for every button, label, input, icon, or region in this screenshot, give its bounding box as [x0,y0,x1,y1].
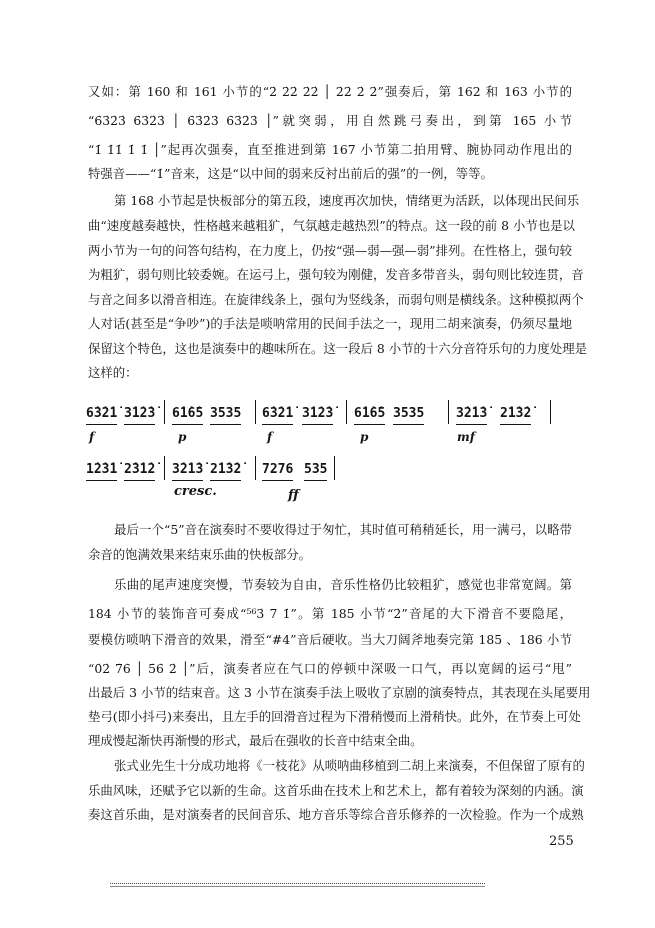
notation-group: 3535 [210,404,241,425]
notation-group: 2̇1̇3̇2̇ [500,404,531,425]
bar-line [346,400,347,424]
bar-line [255,400,256,424]
text-line: “6̇3̇2̇3̇ 6̇3̇2̇3̇ │ 6̇3̇2̇3̇ 6̇3̇2̇3̇ │”就突弱，用自然跳弓奏出，到第 165 小节 [88,113,572,128]
text-line: “0̇2̇ 7̇6̇ │ 5̇6̇ 2̇ │”后，演奏者应在气口的停顿中深吸一口气，再以宽阔的运弓“甩” [88,661,572,676]
dynamic-mark: f [267,430,273,444]
notation-group: 6̇3̇2̇1̇ [86,404,117,425]
notation-group: 2̇3̇1̇2̇ [124,460,155,481]
crescendo-mark: cresc. [174,484,217,499]
dynamic-mark: f [89,430,95,444]
notation-group: 1̇2̇3̇1̇ [86,460,117,481]
notation-group: 6̇3̇2̇1̇ [262,404,293,425]
text-line: 理成慢起渐快再渐慢的形式，最后在强收的长音中结束全曲。 [88,733,423,748]
text-line: 为粗犷，弱句则比较委婉。在运弓上，强句较为刚健，发音多带音头，弱句则比较连贯，音 [88,267,584,282]
text-line: 又如：第 160 和 161 小节的“2̇ 2̇2̇ 2̇2̇ │ 2̇2̇ 2̇ 2̇”强奏后，第 162 和 163 小节的 [88,84,572,99]
page-number: 255 [549,834,574,849]
page-footer-rule [110,886,485,887]
text-line: 乐曲风味，还赋予它以新的生命。这首乐曲在技术上和艺术上，都有着较为深刻的内涵。演 [88,783,584,798]
notation-group: 3̇1̇2̇3̇ [302,404,333,425]
dynamic-mark: p [360,430,369,444]
dynamic-mark: ff [288,488,299,503]
notation-group: 6̇1̇6̇5 [172,404,203,425]
bar-line [550,400,551,424]
page-footer-rule [110,883,485,884]
notation-group: 3̇2̇1̇3̇ [172,460,203,481]
text-line: 两小节为一句的问答句结构，在力度上，仍按“强—弱—强—弱”排列。在性格上，强句较 [88,243,572,258]
notation-group: 535 [304,460,327,481]
text-line: 特强音——“1̇”音来，这是“以中间的弱来反衬出前后的强”的一例，等等。 [88,166,493,181]
text-line: 出最后 3 小节的结束音。这 3 小节在演奏手法上吸收了京剧的演奏特点，其表现在头尾要用 [88,685,591,700]
dynamic-mark: mf [457,430,475,444]
text-line: “1̇ 1̇1̇ 1̇ 1̇ │”起再次强奏，直至推进到第 167 小节第二拍用臂、腕协同动作甩出的 [88,142,572,157]
notation-group: 6̇1̇6̇5 [354,404,385,425]
text-line: 曲“速度越奏越快，性格越来越粗犷，气氛越走越热烈”的特点。这一段的前 8 小节也是以 [88,218,575,233]
text-line: 人对话(甚至是“争吵”)的手法是唢呐常用的民间手法之一，现用二胡来演奏，仍须尽量地 [88,316,572,331]
text-line: 乐曲的尾声速度突慢，节奏较为自由，音乐性格仍比较粗犷，感觉也非常宽阔。第 [114,577,572,592]
text-line: 奏这首乐曲，是对演奏者的民间音乐、地方音乐等综合音乐修养的一次检验。作为一个成熟 [88,807,584,822]
dynamic-mark: p [178,430,187,444]
text-line: 最后一个“5”音在演奏时不要收得过于匆忙，其时值可稍稍延长，用一满弓，以略带 [114,522,572,537]
notation-group: 2̇1̇3̇2̇ [210,460,241,481]
notation-group: 3̇1̇2̇3̇ [124,404,155,425]
text-line: 张式业先生十分成功地将《一枝花》从唢呐曲移植到二胡上来演奏，不但保留了原有的 [114,758,585,773]
bar-line [255,456,256,480]
bar-line [334,456,335,480]
bar-line [164,400,165,424]
bar-line [164,456,165,480]
bar-line [448,400,449,424]
text-line: 第 168 小节起是快板部分的第五段，速度再次加快，情绪更为活跃，以体现出民间乐 [114,193,580,208]
text-line: 垫弓(即小抖弓)来奏出，且左手的回滑音过程为下滑稍慢而上滑稍快。此外，在节奏上可处 [88,709,581,724]
text-line: 要模仿唢呐下滑音的效果，滑至“#4”音后硬收。当大刀阔斧地奏完第 185 、186 小节 [88,632,572,647]
notation-group: 3̇2̇1̇3̇ [456,404,487,425]
text-line: 与音之间多以滑音相连。在旋律线条上，强句为竖线条，而弱句则是横线条。这种模拟两个 [88,292,584,307]
text-line: 保留这个特色，这也是演奏中的趣味所在。这一段后 8 小节的十六分音符乐句的力度处理是 [88,341,587,356]
text-line: 余音的饱满效果来结束乐曲的快板部分。 [88,547,312,562]
notation-group: 3535 [393,404,424,425]
text-line: 184 小节的装饰音可奏成“⁵⁶3̇ 7 1̇”。第 185 小节“2̇”音尾的大下滑音不要隐尾， [88,606,572,621]
text-line: 这样的： [88,365,138,380]
notation-group: 7276 [262,460,293,481]
